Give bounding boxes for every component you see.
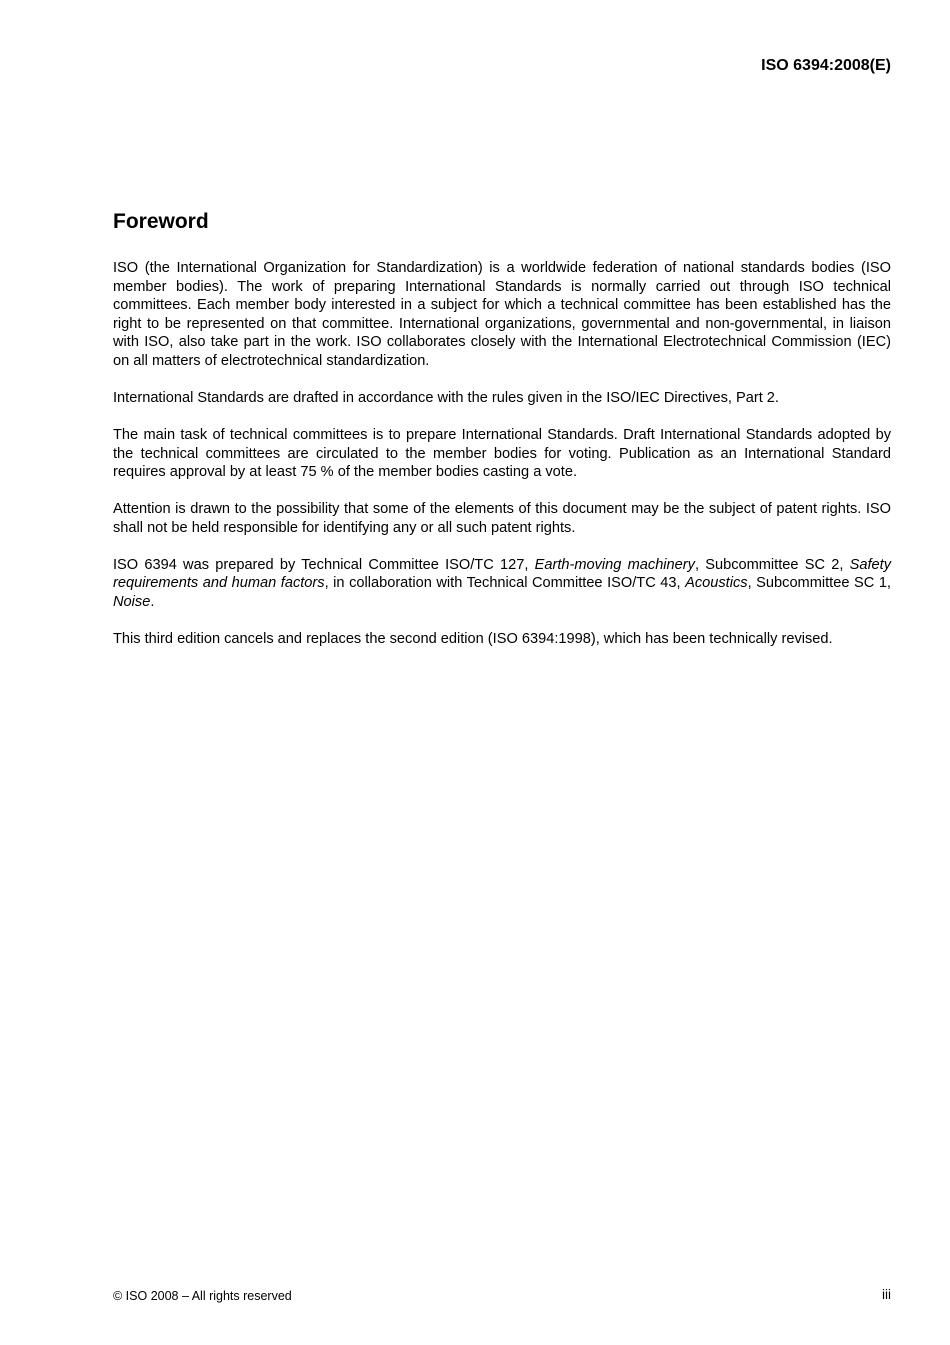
paragraph-main-task: The main task of technical committees is to prepare International Standards. Draft International Standards adopted by the technical committees are circulated to the member bodies for voting. Publication as an International Standard requires approval by at least 75 % of the member bodies casting a vote. xyxy=(113,426,891,481)
copyright-notice: © ISO 2008 – All rights reserved xyxy=(113,1289,292,1303)
subcommittee-name-italic: Safety requirements and human factors xyxy=(113,556,892,592)
paragraph-iso-description: ISO (the International Organization for Standardization) is a worldwide federation of national standards bodies (ISO member bodies). The work of preparing International Standards is normally carried out through ISO technical committees. Each member body interested in a subject for which a technical committee has been established has the right to be represented on that committee. International organizations, governmental and non-governmental, in liaison with ISO, also take part in the work. ISO collaborates closely with the International Electrotechnical Commission (IEC) on all matters of electrotechnical standardization. xyxy=(113,260,891,369)
paragraph-committee-info xyxy=(113,556,891,612)
committee-text-4: , Subcommittee SC 1, xyxy=(747,575,891,592)
committee-text-1: ISO 6394 was prepared by Technical Committee ISO/TC 127, xyxy=(113,556,535,573)
collab-committee-name-italic: Acoustics xyxy=(685,575,748,592)
foreword-body xyxy=(113,259,891,667)
document-code: ISO 6394:2008(E) xyxy=(761,57,891,74)
collab-subcommittee-name-italic: Noise xyxy=(113,593,151,610)
committee-text-5: . xyxy=(150,593,155,610)
paragraph-patent-notice: Attention is drawn to the possibility that some of the elements of this document may be the subject of patent rights. ISO shall not be held responsible for identifying any or all such patent rights. xyxy=(113,501,891,536)
paragraph-edition-note: This third edition cancels and replaces the second edition (ISO 6394:1998), which has been technically revised. xyxy=(113,630,833,647)
committee-text-3: , in collaboration with Technical Committee ISO/TC 43, xyxy=(324,575,686,592)
page-number: iii xyxy=(882,1287,891,1302)
committee-name-italic: Earth-moving machinery xyxy=(534,556,695,573)
page-title: Foreword xyxy=(113,210,209,233)
committee-text-2: , Subcommittee SC 2, xyxy=(694,556,850,573)
paragraph-directives: International Standards are drafted in accordance with the rules given in the ISO/IEC Directives, Part 2. xyxy=(113,389,779,406)
